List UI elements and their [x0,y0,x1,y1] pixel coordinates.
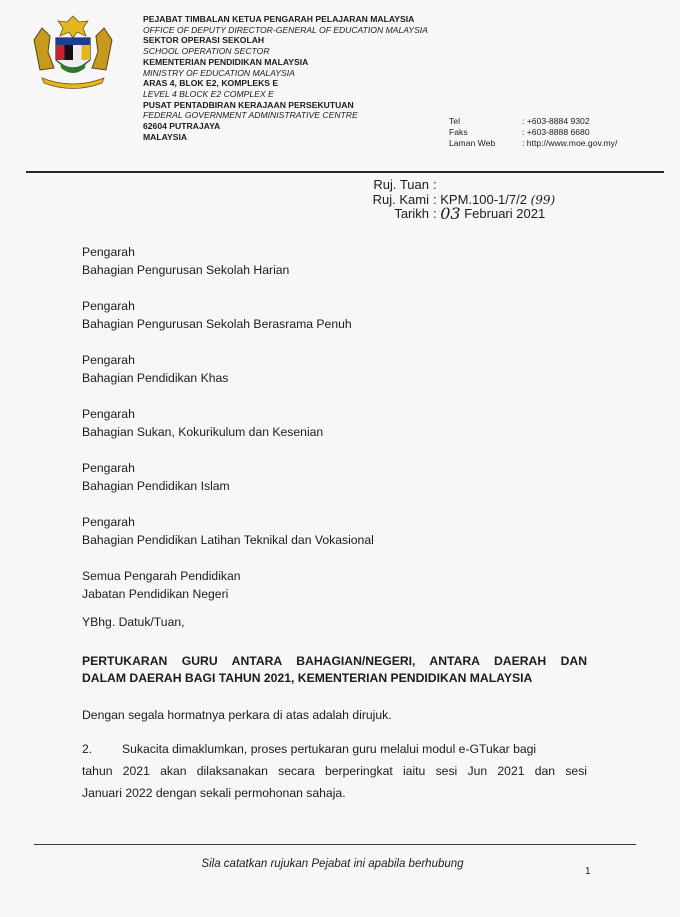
letterhead-contact [449,116,617,150]
recipient-dept: Bahagian Pengurusan Sekolah Harian [82,263,290,277]
recipient-dept: Bahagian Sukan, Kokurikulum dan Kesenian [82,425,324,439]
letterhead-line: SCHOOL OPERATION SECTOR [143,46,270,57]
ruj-kami-value: : KPM.100-1/7/2 [433,191,527,207]
subject-heading [82,653,587,687]
subject-line: DALAM DAERAH BAGI TAHUN 2021, KEMENTERIAN PENDIDIKAN MALAYSIA [82,671,533,685]
recipient [82,513,374,567]
tarikh-month-year: Februari 2021 [464,206,546,221]
recipient [82,405,374,459]
paragraph-number: 2. [82,742,93,756]
ruj-kami-label: Ruj. Kami [372,191,429,207]
recipient-title: Pengarah [82,407,135,421]
ruj-tuan-value: : [433,177,437,192]
malaysia-coat-of-arms-icon [30,12,116,92]
paragraph-line [82,738,587,760]
recipient [82,351,374,405]
recipient-dept: Bahagian Pengurusan Sekolah Berasrama Penuh [82,317,352,331]
footer-divider [34,844,636,845]
recipient-dept: Bahagian Pendidikan Khas [82,371,229,385]
recipient [82,459,374,513]
paragraph-line: tahun 2021 akan dilaksanakan secara berperingkat iaitu sesi Jun 2021 dan sesi [82,764,587,778]
intro-sentence: Dengan segala hormatnya perkara di atas adalah dirujuk. [82,708,392,722]
ruj-tuan-label: Ruj. Tuan [373,177,429,192]
contact-row-fax [449,127,617,138]
recipient-dept: Bahagian Pendidikan Islam [82,479,230,493]
recipient-title: Pengarah [82,245,135,259]
ruj-tuan-row [360,178,555,193]
contact-label: Laman Web [449,138,496,149]
tarikh-colon: : [433,206,437,221]
recipient-title: Pengarah [82,353,135,367]
contact-label: Tel [449,116,460,126]
letterhead-line: PEJABAT TIMBALAN KETUA PENGARAH PELAJARAN MALAYSIA [143,14,415,24]
recipient-title: Pengarah [82,515,135,529]
recipient-title: Semua Pengarah Pendidikan [82,569,241,583]
reference-block [360,178,555,222]
letterhead-address [143,14,428,142]
header-divider [26,171,664,173]
website-link[interactable]: : http://www.moe.gov.my/ [522,138,618,149]
recipient [82,297,374,351]
recipient [82,567,374,621]
contact-value: : +603-8888 6680 [522,127,590,138]
contact-label: Faks [449,127,468,138]
recipient-dept: Jabatan Pendidikan Negeri [82,587,229,601]
letterhead-line: MALAYSIA [143,131,188,142]
ruj-kami-handwritten: (99) [530,192,556,207]
tarikh-label: Tarikh [394,206,429,221]
letterhead-line: PUSAT PENTADBIRAN KERAJAAN PERSEKUTUAN [143,99,354,110]
subject-line: PERTUKARAN GURU ANTARA BAHAGIAN/NEGERI, ANTARA DAERAH DAN [82,654,587,668]
salutation: YBhg. Datuk/Tuan, [82,615,185,629]
contact-row-tel [449,116,617,127]
recipient-title: Pengarah [82,299,135,313]
letterhead-line: MINISTRY OF EDUCATION MALAYSIA [143,67,295,78]
recipients-list [82,243,374,621]
letterhead-line: OFFICE OF DEPUTY DIRECTOR-GENERAL OF EDUCATION MALAYSIA [143,24,428,35]
letterhead-line: ARAS 4, BLOK E2, KOMPLEKS E [143,78,279,89]
tarikh-day-handwritten: 03 [440,204,461,223]
contact-value: : +603-8884 9302 [522,116,590,126]
recipient-title: Pengarah [82,461,135,475]
tarikh-row [360,204,555,223]
footer-note: Sila catatkan rujukan Pejabat ini apabila berhubung [201,858,464,870]
letterhead-line: LEVEL 4 BLOCK E2 COMPLEX E [143,88,274,99]
contact-row-web [449,138,617,149]
paragraph-text: Sukacita dimaklumkan, proses pertukaran guru melalui modul e-GTukar bagi [122,742,537,756]
paragraph-line: Januari 2022 dengan sekali permohonan sahaja. [82,786,346,800]
letterhead-line: FEDERAL GOVERNMENT ADMINISTRATIVE CENTRE [143,110,358,121]
recipient [82,243,374,297]
letterhead-line: KEMENTERIAN PENDIDIKAN MALAYSIA [143,56,309,67]
paragraph-2 [82,738,587,804]
recipient-dept: Bahagian Pendidikan Latihan Teknikal dan Vokasional [82,533,374,547]
letterhead-line: 62604 PUTRAJAYA [143,121,221,132]
page-number: 1 [585,866,591,877]
letterhead-line: SEKTOR OPERASI SEKOLAH [143,35,265,46]
